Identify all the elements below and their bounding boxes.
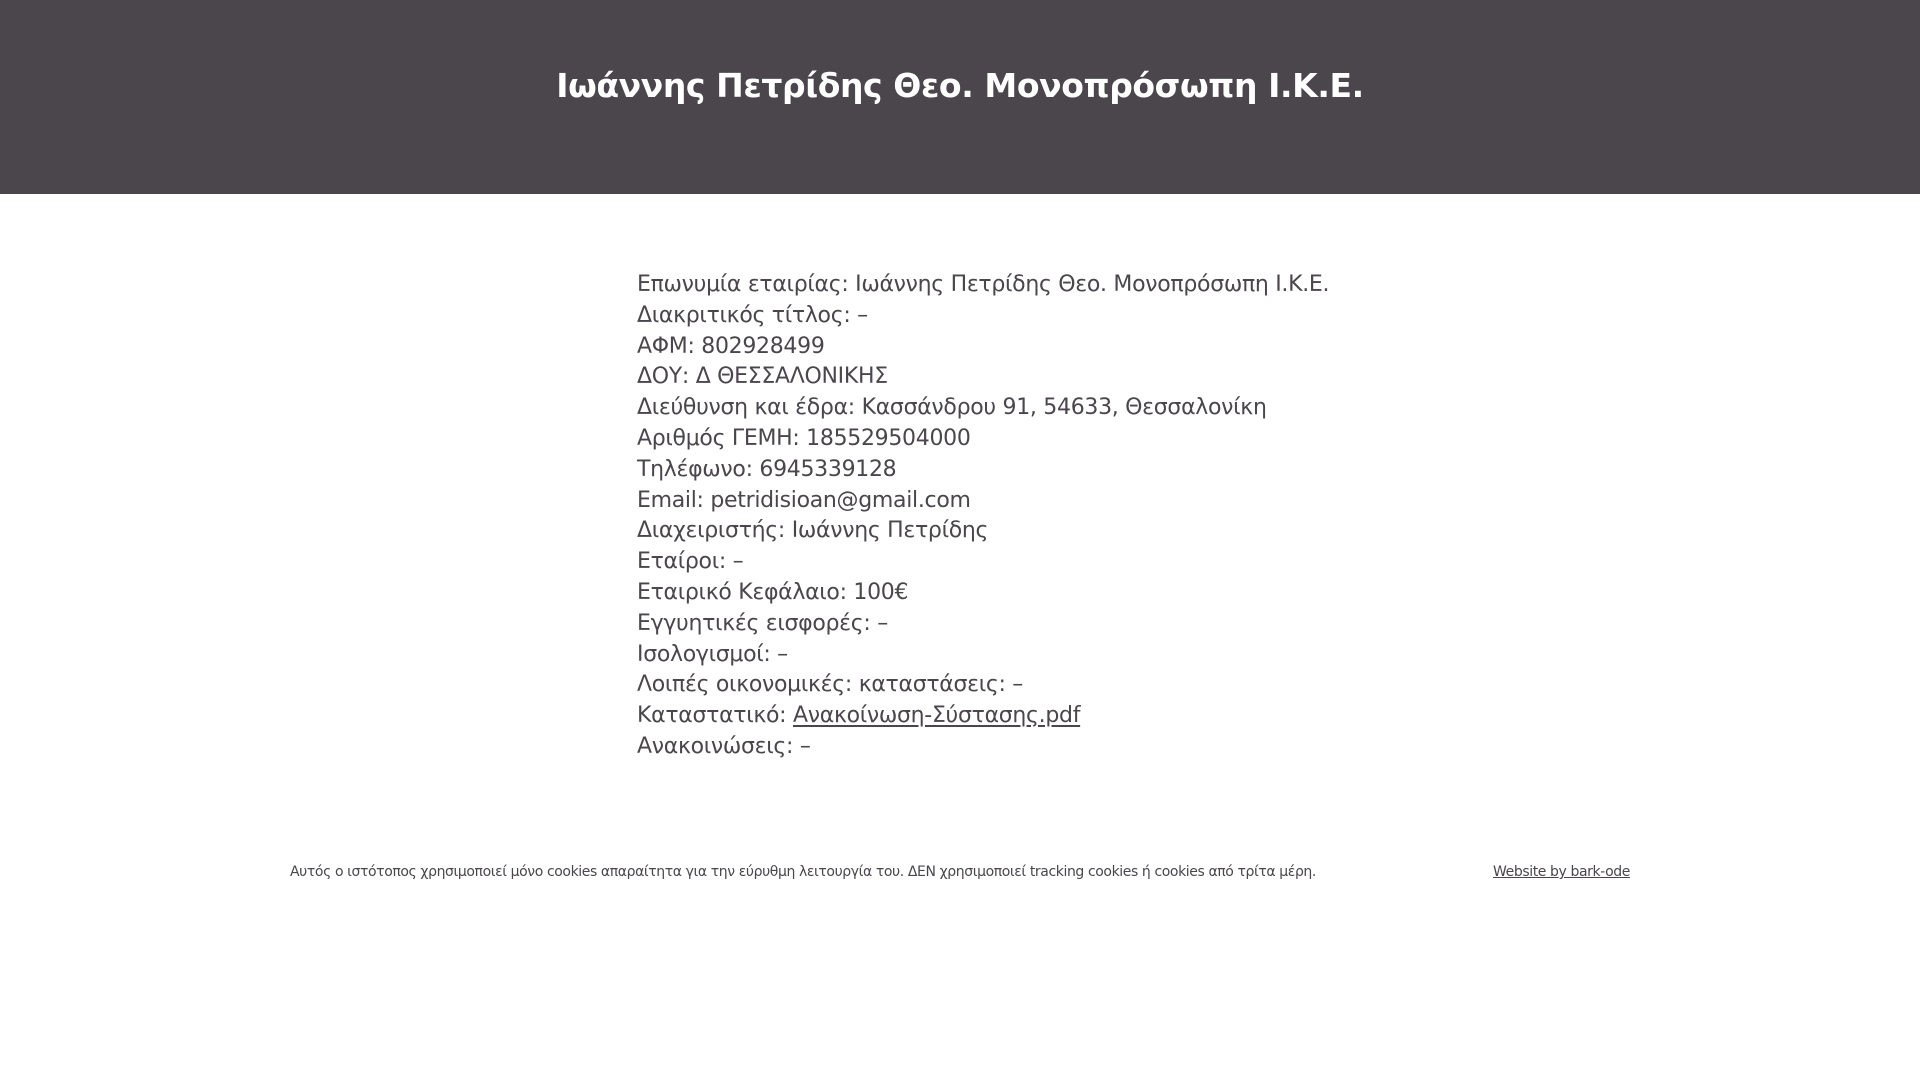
- vat-row: ΑΦΜ: 802928499: [637, 333, 825, 359]
- phone-row: Τηλέφωνο: 6945339128: [637, 456, 897, 482]
- announcements-row: Ανακοινώσεις: –: [637, 733, 811, 759]
- site-title: Ιωάννης Πετρίδης Θεο. Μονοπρόσωπη Ι.Κ.Ε.: [556, 65, 1364, 105]
- capital-row: Εταιρικό Κεφάλαιο: 100€: [637, 579, 909, 605]
- company-info: [637, 270, 1637, 763]
- manager-row: Διαχειριστής: Ιωάννης Πετρίδης: [637, 518, 989, 544]
- company-name-row: Επωνυμία εταιρίας: Ιωάννης Πετρίδης Θεο. Μονοπρόσωπη Ι.Κ.Ε.: [637, 272, 1330, 297]
- statute-pdf-link[interactable]: Ανακοίνωση-Σύστασης.pdf: [793, 703, 1081, 729]
- site-header: [0, 0, 1920, 194]
- other-statements-row: Λοιπές οικονομικές: καταστάσεις: –: [637, 672, 1023, 698]
- email-row: Email: petridisioan@gmail.com: [637, 487, 971, 513]
- site-footer: [290, 864, 1630, 888]
- guarantee-row: Εγγυητικές εισφορές: –: [637, 610, 888, 636]
- address-row: Διεύθυνση και έδρα: Κασσάνδρου 91, 54633, Θεσσαλονίκη: [637, 395, 1267, 421]
- trade-name-row: Διακριτικός τίτλος: –: [637, 302, 868, 328]
- statute-label: Καταστατικό:: [637, 703, 793, 729]
- cookie-notice: Αυτός ο ιστότοπος χρησιμοποιεί μόνο cookies απαραίτητα για την εύρυθμη λειτουργία του. ΔΕΝ χρησιμοποιεί tracking cookies ή cookies από τρίτα μέρη.: [290, 864, 1316, 880]
- website-credit-link[interactable]: Website by bark-ode: [1493, 864, 1630, 880]
- tax-office-row: ΔΟΥ: Δ ΘΕΣΣΑΛΟΝΙΚΗΣ: [637, 364, 888, 390]
- statute-row: [637, 701, 1637, 732]
- gemi-row: Αριθμός ΓΕΜΗ: 185529504000: [637, 425, 971, 451]
- partners-row: Εταίροι: –: [637, 549, 744, 575]
- balance-sheets-row: Ισολογισμοί: –: [637, 641, 788, 667]
